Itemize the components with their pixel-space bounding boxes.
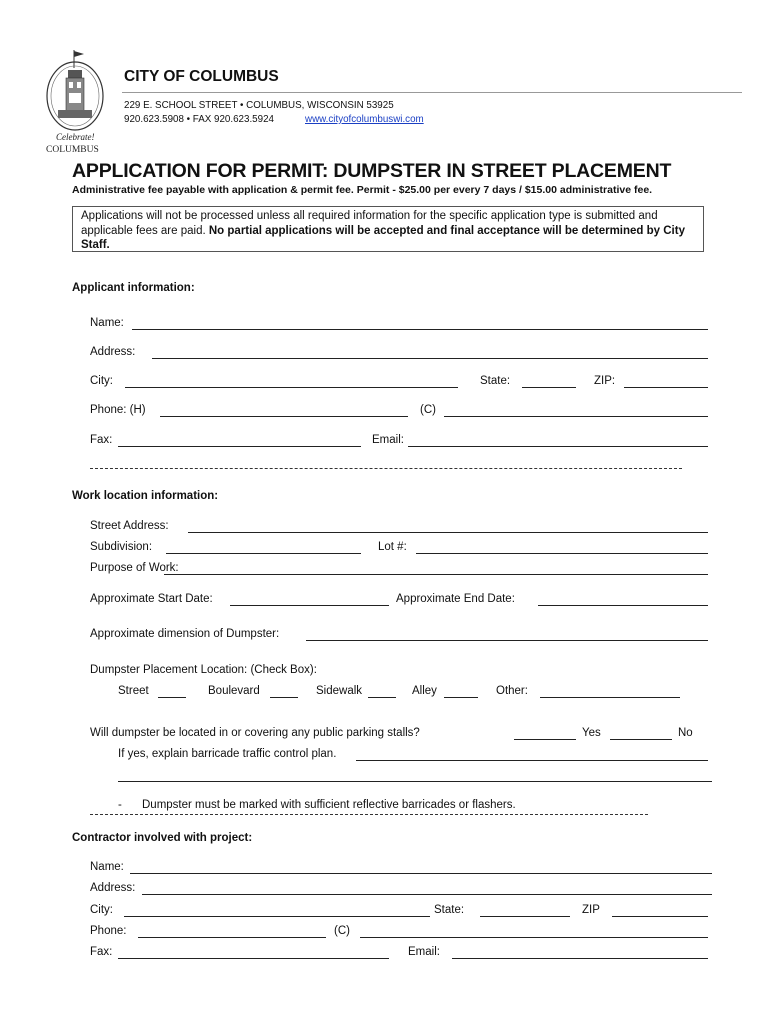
contractor-state-label: State: bbox=[434, 904, 465, 916]
header-divider bbox=[122, 92, 742, 93]
applicant-fax-field[interactable] bbox=[118, 446, 361, 447]
street-address-field[interactable] bbox=[188, 532, 708, 533]
end-date-field[interactable] bbox=[538, 605, 708, 606]
placement-boulevard-label: Boulevard bbox=[208, 685, 260, 697]
placement-alley-checkbox[interactable] bbox=[444, 697, 478, 698]
work-section-divider bbox=[90, 814, 648, 815]
contractor-fax-field[interactable] bbox=[118, 958, 389, 959]
end-date-label: Approximate End Date: bbox=[396, 593, 515, 605]
city-phone-fax: 920.623.5908 • FAX 920.623.5924 bbox=[124, 114, 274, 125]
applicant-zip-field[interactable] bbox=[624, 387, 708, 388]
barricade-label: If yes, explain barricade traffic control plan. bbox=[118, 748, 337, 760]
page-title: APPLICATION FOR PERMIT: DUMPSTER IN STREET PLACEMENT bbox=[72, 160, 672, 182]
city-website-link[interactable]: www.cityofcolumbuswi.com bbox=[305, 114, 424, 125]
applicant-city-label: City: bbox=[90, 375, 113, 387]
parking-yes-field[interactable] bbox=[514, 739, 576, 740]
placement-sidewalk-label: Sidewalk bbox=[316, 685, 363, 697]
applicant-section-divider bbox=[90, 468, 682, 469]
placement-boulevard-checkbox[interactable] bbox=[270, 697, 298, 698]
parking-no-field[interactable] bbox=[610, 739, 672, 740]
subdivision-field[interactable] bbox=[166, 553, 361, 554]
placement-street-checkbox[interactable] bbox=[158, 697, 186, 698]
city-address: 229 E. SCHOOL STREET • COLUMBUS, WISCONSIN 53925 bbox=[124, 100, 394, 111]
work-location-heading: Work location information: bbox=[72, 490, 219, 502]
applicant-phone-c-field[interactable] bbox=[444, 416, 708, 417]
placement-alley-label: Alley bbox=[412, 685, 437, 697]
parking-yes-label: Yes bbox=[582, 727, 601, 739]
applicant-fax-label: Fax: bbox=[90, 434, 113, 446]
applicant-name-label: Name: bbox=[90, 317, 124, 329]
fee-subtitle: Administrative fee payable with application & permit fee. Permit - $25.00 per every 7 days / $15.00 administrative fee. bbox=[72, 184, 653, 196]
applicant-city-field[interactable] bbox=[125, 387, 458, 388]
notice-bold-text: No partial applications will be accepted and final acceptance will be determined by City Staff. bbox=[81, 224, 685, 251]
applicant-address-field[interactable] bbox=[152, 358, 708, 359]
purpose-label: Purpose of Work: bbox=[90, 562, 179, 574]
barricade-field-line1[interactable] bbox=[356, 760, 708, 761]
placement-street-label: Street bbox=[118, 685, 149, 697]
dimension-field[interactable] bbox=[306, 640, 708, 641]
contractor-heading: Contractor involved with project: bbox=[72, 832, 253, 844]
notice-text: Applications will not be processed unless all required information for the specific application type is submitted and applicable fees are paid. bbox=[81, 210, 658, 237]
applicant-state-label: State: bbox=[480, 375, 511, 387]
contractor-zip-label: ZIP bbox=[582, 904, 600, 916]
city-seal-logo bbox=[44, 48, 106, 154]
contractor-city-field[interactable] bbox=[124, 916, 430, 917]
applicant-name-field[interactable] bbox=[132, 329, 708, 330]
dimension-label: Approximate dimension of Dumpster: bbox=[90, 628, 280, 640]
applicant-heading: Applicant information: bbox=[72, 282, 195, 294]
processing-notice bbox=[72, 206, 704, 252]
applicant-phone-c-label: (C) bbox=[420, 404, 436, 416]
placement-label: Dumpster Placement Location: (Check Box): bbox=[90, 664, 317, 676]
placement-other-field[interactable] bbox=[540, 697, 680, 698]
lot-label: Lot #: bbox=[378, 541, 407, 553]
applicant-address-label: Address: bbox=[90, 346, 136, 358]
contractor-city-label: City: bbox=[90, 904, 113, 916]
subdivision-label: Subdivision: bbox=[90, 541, 153, 553]
barricade-field-line2[interactable] bbox=[118, 781, 712, 782]
contractor-address-field[interactable] bbox=[142, 894, 712, 895]
contractor-name-field[interactable] bbox=[130, 873, 712, 874]
contractor-state-field[interactable] bbox=[480, 916, 570, 917]
start-date-label: Approximate Start Date: bbox=[90, 593, 213, 605]
applicant-state-field[interactable] bbox=[522, 387, 576, 388]
start-date-field[interactable] bbox=[230, 605, 389, 606]
contractor-phone-label: Phone: bbox=[90, 925, 127, 937]
contractor-phone-c-field[interactable] bbox=[360, 937, 708, 938]
contractor-fax-label: Fax: bbox=[90, 946, 113, 958]
applicant-email-label: Email: bbox=[372, 434, 404, 446]
parking-no-label: No bbox=[678, 727, 693, 739]
logo-script: Celebrate! bbox=[56, 132, 95, 142]
contractor-email-field[interactable] bbox=[452, 958, 708, 959]
street-address-label: Street Address: bbox=[90, 520, 169, 532]
placement-other-label: Other: bbox=[496, 685, 528, 697]
contractor-phone-field[interactable] bbox=[138, 937, 326, 938]
logo-caption: COLUMBUS bbox=[46, 145, 99, 154]
city-name: CITY OF COLUMBUS bbox=[124, 68, 279, 85]
contractor-name-label: Name: bbox=[90, 861, 124, 873]
contractor-phone-c-label: (C) bbox=[334, 925, 350, 937]
lot-field[interactable] bbox=[416, 553, 708, 554]
applicant-email-field[interactable] bbox=[408, 446, 708, 447]
purpose-field[interactable] bbox=[164, 574, 708, 575]
note-bullet: - bbox=[118, 799, 122, 811]
contractor-address-label: Address: bbox=[90, 882, 136, 894]
applicant-phone-h-field[interactable] bbox=[160, 416, 408, 417]
contractor-email-label: Email: bbox=[408, 946, 440, 958]
reflective-barricade-note: Dumpster must be marked with sufficient reflective barricades or flashers. bbox=[142, 799, 516, 811]
contractor-zip-field[interactable] bbox=[612, 916, 708, 917]
applicant-phone-h-label: Phone: (H) bbox=[90, 404, 146, 416]
parking-question: Will dumpster be located in or covering any public parking stalls? bbox=[90, 727, 420, 739]
placement-sidewalk-checkbox[interactable] bbox=[368, 697, 396, 698]
applicant-zip-label: ZIP: bbox=[594, 375, 616, 387]
